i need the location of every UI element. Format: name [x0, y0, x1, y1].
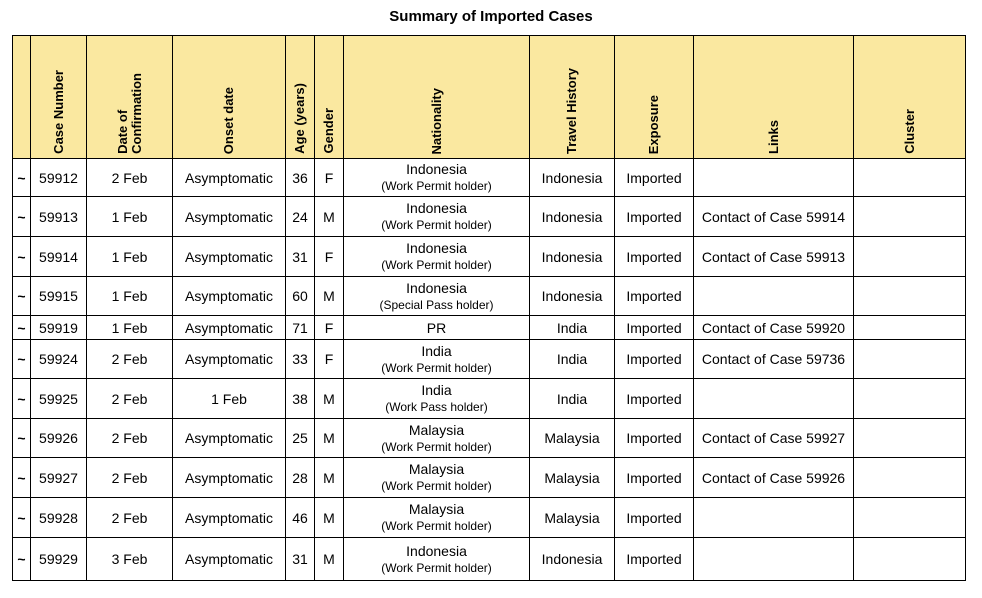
age-cell: 60	[286, 277, 315, 316]
nationality-cell: Indonesia (Work Permit holder)	[344, 159, 530, 197]
age-cell: 31	[286, 538, 315, 581]
travel-history-cell: Indonesia	[530, 159, 615, 197]
cluster-cell	[854, 458, 966, 498]
gender-cell: M	[315, 538, 344, 581]
gender-cell: M	[315, 458, 344, 498]
table-row	[13, 197, 966, 237]
links-header: Links	[694, 36, 854, 159]
exposure-cell: Imported	[615, 458, 694, 498]
age-cell: 71	[286, 316, 315, 340]
confirmation-date-cell: 1 Feb	[87, 237, 173, 277]
case-number-cell: 59913	[31, 197, 87, 237]
cluster-cell	[854, 498, 966, 538]
exposure-cell: Imported	[615, 538, 694, 581]
row-marker: ~	[13, 498, 31, 538]
onset-date-cell: Asymptomatic	[173, 340, 286, 379]
table-row	[13, 538, 966, 581]
confirmation-date-cell: 2 Feb	[87, 159, 173, 197]
confirmation-date-cell: 3 Feb	[87, 538, 173, 581]
onset-date-cell: Asymptomatic	[173, 316, 286, 340]
age-cell: 31	[286, 237, 315, 277]
nationality-cell: PR	[344, 316, 530, 340]
case-number-header: Case Number	[31, 36, 87, 159]
row-marker: ~	[13, 316, 31, 340]
gender-cell: F	[315, 237, 344, 277]
travel-history-cell: India	[530, 316, 615, 340]
onset-date-cell: 1 Feb	[173, 379, 286, 419]
exposure-cell: Imported	[615, 159, 694, 197]
confirmation-date-cell: 2 Feb	[87, 340, 173, 379]
age-cell: 24	[286, 197, 315, 237]
case-number-cell: 59912	[31, 159, 87, 197]
onset-date-cell: Asymptomatic	[173, 197, 286, 237]
case-number-cell: 59924	[31, 340, 87, 379]
case-number-cell: 59928	[31, 498, 87, 538]
nationality-cell: Malaysia (Work Permit holder)	[344, 419, 530, 458]
nationality-header: Nationality	[344, 36, 530, 159]
age-cell: 36	[286, 159, 315, 197]
onset-date-cell: Asymptomatic	[173, 498, 286, 538]
nationality-cell: India (Work Pass holder)	[344, 379, 530, 419]
onset-date-cell: Asymptomatic	[173, 159, 286, 197]
nationality-cell: Indonesia (Work Permit holder)	[344, 197, 530, 237]
links-cell: Contact of Case 59736	[694, 340, 854, 379]
page-title: Summary of Imported Cases	[389, 8, 593, 25]
header-row	[13, 36, 966, 159]
confirmation-date-cell: 1 Feb	[87, 277, 173, 316]
table-row	[13, 237, 966, 277]
row-marker: ~	[13, 538, 31, 581]
links-cell	[694, 379, 854, 419]
travel-history-cell: Indonesia	[530, 538, 615, 581]
exposure-cell: Imported	[615, 277, 694, 316]
onset-date-cell: Asymptomatic	[173, 237, 286, 277]
confirmation-date-cell: 2 Feb	[87, 458, 173, 498]
gender-cell: F	[315, 340, 344, 379]
age-cell: 46	[286, 498, 315, 538]
age-cell: 33	[286, 340, 315, 379]
onset-date-cell: Asymptomatic	[173, 277, 286, 316]
nationality-cell: Indonesia (Work Permit holder)	[344, 237, 530, 277]
case-number-cell: 59927	[31, 458, 87, 498]
gender-cell: M	[315, 277, 344, 316]
nationality-cell: India (Work Permit holder)	[344, 340, 530, 379]
nationality-cell: Malaysia (Work Permit holder)	[344, 498, 530, 538]
travel-history-cell: Indonesia	[530, 277, 615, 316]
links-cell: Contact of Case 59920	[694, 316, 854, 340]
links-cell: Contact of Case 59926	[694, 458, 854, 498]
cluster-cell	[854, 197, 966, 237]
links-cell	[694, 159, 854, 197]
confirmation-date-cell: 2 Feb	[87, 419, 173, 458]
exposure-cell: Imported	[615, 197, 694, 237]
case-number-cell: 59926	[31, 419, 87, 458]
cluster-cell	[854, 237, 966, 277]
age-cell: 25	[286, 419, 315, 458]
onset-date-header: Onset date	[173, 36, 286, 159]
row-marker: ~	[13, 379, 31, 419]
table-row	[13, 316, 966, 340]
travel-history-cell: Malaysia	[530, 498, 615, 538]
links-cell	[694, 538, 854, 581]
gender-cell: M	[315, 419, 344, 458]
case-number-cell: 59915	[31, 277, 87, 316]
marker-header	[13, 36, 31, 159]
table-row	[13, 340, 966, 379]
gender-cell: M	[315, 498, 344, 538]
travel-history-cell: Malaysia	[530, 458, 615, 498]
table-row	[13, 419, 966, 458]
case-number-cell: 59925	[31, 379, 87, 419]
gender-cell: M	[315, 197, 344, 237]
cluster-cell	[854, 277, 966, 316]
case-number-cell: 59919	[31, 316, 87, 340]
case-number-cell: 59914	[31, 237, 87, 277]
row-marker: ~	[13, 277, 31, 316]
travel-history-cell: Malaysia	[530, 419, 615, 458]
travel-history-cell: India	[530, 340, 615, 379]
travel-history-cell: India	[530, 379, 615, 419]
onset-date-cell: Asymptomatic	[173, 419, 286, 458]
onset-date-cell: Asymptomatic	[173, 538, 286, 581]
exposure-header: Exposure	[615, 36, 694, 159]
case-number-cell: 59929	[31, 538, 87, 581]
imported-cases-table	[12, 35, 966, 581]
links-cell	[694, 277, 854, 316]
links-cell: Contact of Case 59913	[694, 237, 854, 277]
row-marker: ~	[13, 197, 31, 237]
nationality-cell: Malaysia (Work Permit holder)	[344, 458, 530, 498]
age-header: Age (years)	[286, 36, 315, 159]
cluster-cell	[854, 419, 966, 458]
cluster-cell	[854, 159, 966, 197]
row-marker: ~	[13, 419, 31, 458]
confirmation-date-cell: 1 Feb	[87, 316, 173, 340]
cluster-cell	[854, 340, 966, 379]
date-of-confirmation-header: Date of Confirmation	[87, 36, 173, 159]
table-row	[13, 498, 966, 538]
row-marker: ~	[13, 340, 31, 379]
cluster-cell	[854, 379, 966, 419]
nationality-cell: Indonesia (Work Permit holder)	[344, 538, 530, 581]
nationality-cell: Indonesia (Special Pass holder)	[344, 277, 530, 316]
cluster-cell	[854, 538, 966, 581]
links-cell: Contact of Case 59927	[694, 419, 854, 458]
exposure-cell: Imported	[615, 498, 694, 538]
row-marker: ~	[13, 237, 31, 277]
exposure-cell: Imported	[615, 237, 694, 277]
age-cell: 38	[286, 379, 315, 419]
gender-cell: M	[315, 379, 344, 419]
gender-cell: F	[315, 316, 344, 340]
confirmation-date-cell: 2 Feb	[87, 498, 173, 538]
row-marker: ~	[13, 159, 31, 197]
onset-date-cell: Asymptomatic	[173, 458, 286, 498]
exposure-cell: Imported	[615, 379, 694, 419]
travel-history-header: Travel History	[530, 36, 615, 159]
row-marker: ~	[13, 458, 31, 498]
table-row	[13, 458, 966, 498]
cluster-header: Cluster	[854, 36, 966, 159]
travel-history-cell: Indonesia	[530, 197, 615, 237]
gender-header: Gender	[315, 36, 344, 159]
table-row	[13, 379, 966, 419]
travel-history-cell: Indonesia	[530, 237, 615, 277]
exposure-cell: Imported	[615, 340, 694, 379]
exposure-cell: Imported	[615, 316, 694, 340]
age-cell: 28	[286, 458, 315, 498]
links-cell: Contact of Case 59914	[694, 197, 854, 237]
confirmation-date-cell: 2 Feb	[87, 379, 173, 419]
exposure-cell: Imported	[615, 419, 694, 458]
confirmation-date-cell: 1 Feb	[87, 197, 173, 237]
gender-cell: F	[315, 159, 344, 197]
cluster-cell	[854, 316, 966, 340]
table-row	[13, 277, 966, 316]
links-cell	[694, 498, 854, 538]
table-row	[13, 159, 966, 197]
